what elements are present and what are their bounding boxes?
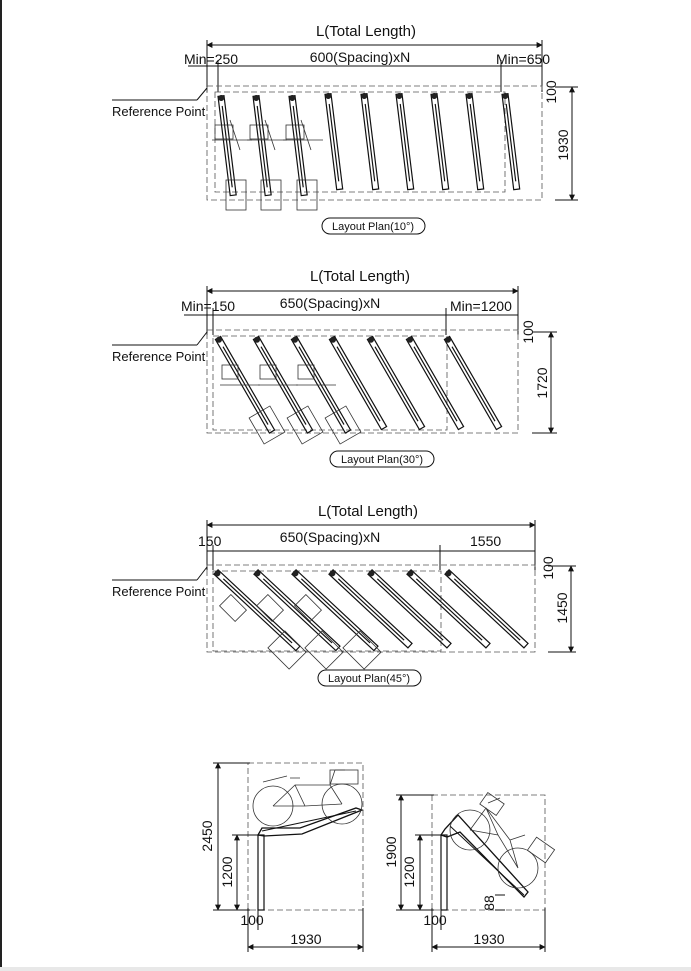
rack <box>253 336 313 433</box>
bicycle-icon <box>253 770 362 826</box>
total-length-label: L(Total Length) <box>309 268 411 285</box>
left-min-label: Min=150 <box>181 298 236 314</box>
rack <box>329 336 387 430</box>
reference-point-label: Reference Point <box>112 104 206 119</box>
side-elevation-tilted <box>383 793 555 952</box>
rack <box>253 95 271 196</box>
rack <box>444 569 528 648</box>
rack <box>502 93 520 190</box>
width-label: 1930 <box>473 931 505 947</box>
rack <box>289 95 307 196</box>
reference-point <box>112 332 207 364</box>
bottom-border <box>0 967 691 971</box>
bicycle-outlines <box>220 595 382 670</box>
rack <box>361 93 379 190</box>
rack <box>215 336 275 433</box>
depth-label: 1930 <box>555 129 571 161</box>
height-label: 2450 <box>199 820 215 852</box>
reference-point <box>112 567 207 599</box>
rack <box>218 95 236 196</box>
racks-30 <box>215 336 502 444</box>
rack <box>213 569 300 650</box>
rack <box>367 569 451 648</box>
rack <box>444 336 502 430</box>
reference-point <box>112 88 207 119</box>
reference-point-label: Reference Point <box>112 584 206 599</box>
spacing-label: 650(Spacing)xN <box>279 529 381 545</box>
depth-label: 1720 <box>534 367 550 399</box>
layout-plan-45 <box>112 503 576 686</box>
side-elevation-horizontal <box>199 763 363 952</box>
rail-height-label: 1200 <box>219 856 235 888</box>
layout-plan-30 <box>112 268 557 467</box>
height-label: 1900 <box>383 836 399 868</box>
offset-label: 100 <box>240 912 264 928</box>
racks-45 <box>213 569 528 669</box>
offset-label: 100 <box>423 912 447 928</box>
right-min-label: 1550 <box>470 533 502 549</box>
rack <box>466 93 484 190</box>
plan-outline <box>207 330 518 433</box>
plan-caption: Layout Plan(45°) <box>327 673 411 685</box>
right-min-label: Min=650 <box>496 51 551 67</box>
small-dim-label: 88 <box>481 895 497 911</box>
plan-outline <box>207 86 542 200</box>
top-offset-label: 100 <box>540 556 556 580</box>
rail-height-label: 1200 <box>401 856 417 888</box>
rack <box>291 569 378 650</box>
layout-plan-10 <box>112 23 578 234</box>
racks-10 <box>212 93 520 210</box>
rack <box>253 569 340 650</box>
depth-label: 1450 <box>554 592 570 624</box>
total-length-label: L(Total Length) <box>317 503 419 520</box>
rack <box>291 336 351 433</box>
spacing-label: 600(Spacing)xN <box>309 49 411 65</box>
width-label: 1930 <box>290 931 322 947</box>
rack <box>396 93 414 190</box>
reference-point-label: Reference Point <box>112 349 206 364</box>
rack <box>325 93 343 190</box>
top-offset-label: 100 <box>520 320 536 344</box>
rack <box>431 93 449 190</box>
plan-caption: Layout Plan(30°) <box>340 454 424 466</box>
left-min-label: Min=250 <box>184 51 239 67</box>
left-min-label: 150 <box>198 533 222 549</box>
plan-caption: Layout Plan(10°) <box>331 221 415 233</box>
spacing-label: 650(Spacing)xN <box>279 295 381 311</box>
rack <box>328 569 412 648</box>
right-min-label: Min=1200 <box>450 298 512 314</box>
rack <box>406 569 490 648</box>
total-length-label: L(Total Length) <box>315 23 417 40</box>
top-offset-label: 100 <box>543 80 559 104</box>
